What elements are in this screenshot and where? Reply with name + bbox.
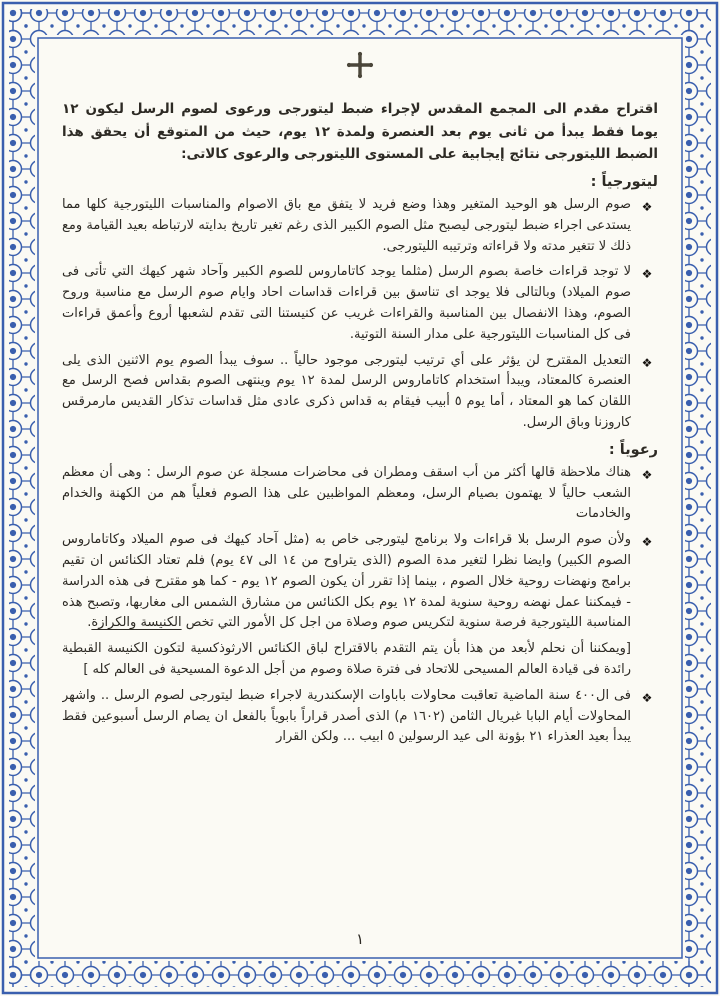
intro-paragraph: اقتراح مقدم الى المجمع المقدس لإجراء ضبط ليتورجى ورعوى لصوم الرسل ليكون ١٢ يوما فقط يبدأ من ثانى يوم بعد العنصرة ولمدة ١٢ يوم، حيث من المتوقع أن يحقق هذا الضبط الليتورجى نتائج إيجابية على المستوى الليتورجى والرعوى كالاتى: (62, 101, 658, 163)
bullet-item (62, 530, 654, 634)
page-number: ١ (355, 930, 365, 948)
section-heading-liturgical: ليتورجياً : (590, 174, 658, 191)
bracket-note (62, 639, 654, 681)
underlined-phrase: الكنيسة والكرازة (91, 615, 182, 631)
bullet-text: التعديل المقترح لن يؤثر على أي ترتيب ليتورجى موجود حالياً .. سوف يبدأ الصوم يوم الاثنين الذى يلى العنصرة كالمعتاد، ويبدأ استخدام كاتاماروس الرسل لمدة ١٢ يوم وينتهى الصوم بقداس فصح الرسل مع اللقان كما هو المعتاد ، أما يوم ٥ أبيب فيقام به قداس ذكرى عادى مثل قداسات تذكار القديس مارمرقس كاروزنا وباق الرسل. (62, 352, 631, 430)
bullet-item (62, 463, 654, 525)
bracket-note-text: [ويمكننا أن نحلم لأبعد من هذا بأن يتم التقدم بالاقتراح لباق الكنائس الارثوذكسية لتكون الكنيسة القبطية رائدة فى قيادة العالم المسيحى للاتحاد فى فترة صلاة وصوم من أجل الدعوة المسيحية فى العالم كله ] (62, 641, 631, 677)
bullet-text: صوم الرسل هو الوحيد المتغير وهذا وضع فريد لا يتفق مع باق الاصوام والمناسبات الليتورجية كلها مما يستدعى اجراء ضبط ليتورجى ليصبح مثل الصوم الكبير الذى رغم تغير تاريخ بدايته لارتباطه بعيد القيامة ومع ذلك لا تتغير مدته ولا قراءاته وترتيبه الليتورجى. (62, 197, 631, 254)
bullet-text-main: ولأن صوم الرسل بلا قراءات ولا برنامج ليتورجى خاص به (مثل آحاد كيهك فى صوم الميلاد وكاتاماروس الصوم الكبير) وايضا نظرا لتغير مدة الصوم (الذى يتراوح من ١٤ الى ٤٧ يوم) فلم تعتاد الكنائس ان تقيم برامج ونهضات روحية خلال الصوم ، بينما إذا تقرر أن يكون الصوم ١٢ يوم - كما هو مقترح فى هذه الدراسة - فيمكننا عمل نهضه روحية سنوية لمدة ١٢ يوم بكل الكنائس من مشارق الشمس الى مغاربها، وتصبح هذه المناسبة الليتورجية فرصة سنوية لتكريس صوم وصلاة من اجل كل الأمور التي تخص (62, 532, 631, 631)
bullet-text: هناك ملاحظة قالها أكثر من أب اسقف ومطران فى محاضرات مسجلة عن صوم الرسل : وهى أن معظم الشعب حالياً لا يهتمون بصيام الرسل، ومعظم المواظبين على هذا الصوم فعلياً هم من الكهنة والخدام والخادمات (62, 464, 631, 522)
coptic-cross-icon (62, 50, 658, 82)
bullet-list-liturgical (62, 195, 658, 434)
bullet-text: فى ال٤٠٠ سنة الماضية تعاقبت محاولات باباوات الإسكندرية لاجراء ضبط ليتورجى لصوم الرسل .. واشهر المحاولات أيام البابا غبريال الثامن (١٦٠٢ م) الذى أصدر قراراً بابوياً بالفعل ان يصام الرسل أسبوعين فقط يبدأ بعيد العذراء ٢١ بؤونة الى عيد الرسولين ٥ ابيب ... ولكن القرار (62, 687, 631, 745)
diamond-bullet-icon: ❖ (641, 690, 653, 705)
bullet-item (62, 262, 654, 345)
section-heading-pastoral: رعوياً : (608, 441, 658, 458)
document-content (62, 42, 658, 924)
diamond-bullet-icon: ❖ (641, 200, 653, 215)
bullet-list-pastoral (62, 463, 658, 748)
bullet-text-tail: . (87, 615, 92, 631)
bullet-item (62, 195, 654, 257)
diamond-bullet-icon: ❖ (641, 355, 653, 370)
bullet-item (62, 351, 654, 434)
diamond-bullet-icon: ❖ (641, 467, 653, 482)
diamond-bullet-icon: ❖ (641, 267, 653, 282)
bullet-text (62, 530, 631, 634)
bullet-item (62, 686, 654, 748)
diamond-bullet-icon: ❖ (641, 535, 653, 550)
bullet-text: لا توجد قراءات خاصة بصوم الرسل (مثلما يوجد كاتاماروس للصوم الكبير وآحاد شهر كيهك التي تأتى فى صوم الميلاد) وبالتالى فلا يوجد اى تناسق بين قراءات قداسات احاد وايام صوم الرسل مع مناسبة وروح الصوم، وهذا الانفصال بين المناسبة والقراءات غريب عن كنيستنا التى تقدم لشعبها أروع وأعمق قراءات فى كل المناسبات الليتورجية على مدار السنة التوتية. (62, 264, 631, 342)
